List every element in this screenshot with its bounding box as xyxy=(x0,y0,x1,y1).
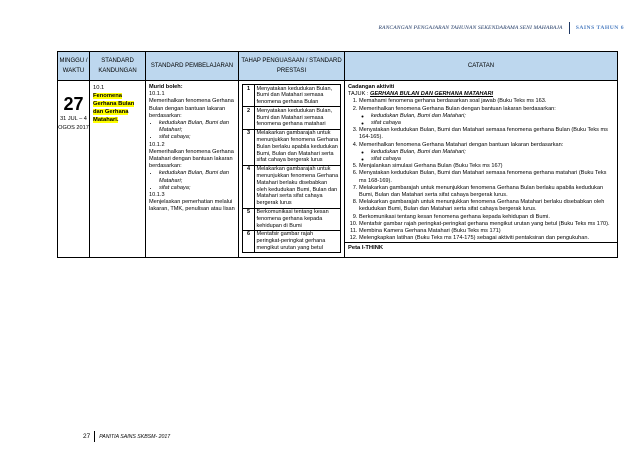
list-item: 5. Menjalankan simulasi Gerhana Bulan (Buku Teks ms 167) xyxy=(359,163,614,170)
catatan-heading: Cadangan aktiviti xyxy=(348,84,395,90)
week-number: 27 xyxy=(63,94,84,114)
activity-bullets xyxy=(359,113,614,127)
page-footer xyxy=(83,431,170,442)
tp-level: 1 xyxy=(243,85,255,107)
tp-level: 3 xyxy=(243,129,255,165)
list-item xyxy=(359,106,614,128)
header-minggu: MINGGU / WAKTU xyxy=(58,52,90,81)
tp-level: 6 xyxy=(243,230,255,252)
page-number: 27 xyxy=(83,433,91,440)
sk-title: Fenomena Gerhana Bulan dan Gerhana Matahari. xyxy=(93,93,135,123)
list-item: 10. Mentafsir gambar rajah peringkat-peringkat gerhana mengikut urutan yang betul (Buku Teks ms 170). xyxy=(359,221,614,228)
footer-text: PANITIA SAINS SKBSM- 2017 xyxy=(99,433,171,440)
activity-bullet: ◦ kedudukan Bulan, Bumi dan Matahari; xyxy=(371,149,614,156)
tp-level: 2 xyxy=(243,107,255,129)
sp-code: 10.1.1 xyxy=(149,91,165,98)
tajuk-title: GERHANA BULAN DAN GERHANA MATAHARI xyxy=(369,91,494,98)
list-item: 7. Melakarkan gambarajah untuk menunjukkan fenomena Gerhana Bulan berlaku apabila kedudukan Bumi, Bulan dan Matahari serta sifat cahaya bergerak lurus. xyxy=(359,185,614,199)
activity-bullets xyxy=(359,149,614,163)
activity-bullet: ◦ sifat cahaya xyxy=(371,120,614,127)
tp-row xyxy=(243,230,341,252)
tp-row xyxy=(243,129,341,165)
tp-text: Menyatakan kedudukan Bulan, Bumi dan Matahari semasa fenomena gerhana matahari xyxy=(255,107,341,129)
sk-code: 10.1 xyxy=(93,85,105,91)
tahap-penguasaan-cell xyxy=(239,81,345,258)
header-standard-kandungan: STANDARD KANDUNGAN xyxy=(90,52,146,81)
tp-text: Berkomunikasi tentang kesan fenomena gerhana kepada kehidupan di Bumi xyxy=(255,208,341,230)
tp-text: Melakarkan gambarajah untuk menunjukkan fenomena Gerhana Matahari berlaku disebabkan oleh kedudukan Bumi, Bulan dan Matahari serta sifat cahaya bergerak lurus xyxy=(255,165,341,208)
header-standard-pembelajaran: STANDARD PEMBELAJARAN xyxy=(146,52,239,81)
header-divider xyxy=(569,22,570,34)
sp-bullet: • sifat cahaya; xyxy=(159,185,236,192)
header-tahap-penguasaan: TAHAP PENGUASAAN / STANDARD PRESTASI xyxy=(239,52,345,81)
tp-text: Menyatakan kedudukan Bulan, Bumi dan Matahari semasa fenomena gerhana Bulan xyxy=(255,85,341,107)
tp-row xyxy=(243,208,341,230)
activity-bullet: ◦ kedudukan Bulan, Bumi dan Matahari; xyxy=(371,113,614,120)
sp-code: 10.1.3 xyxy=(149,192,165,199)
sp-text: Memerihalkan fenomena Gerhana Bulan dengan bantuan lakaran berdasarkan: xyxy=(149,98,234,119)
tajuk-label: TAJUK : xyxy=(348,91,369,98)
tp-row xyxy=(243,165,341,208)
activity-list xyxy=(348,98,614,242)
sp-text: Memerihalkan fenomena Gerhana Matahari dengan bantuan lakaran berdasarkan: xyxy=(149,148,234,170)
list-item: 3. Menyatakan kedudukan Bulan, Bumi dan Matahari semasa fenomena gerhana Bulan (Buku Teks ms 164-165). xyxy=(359,127,614,141)
table-row xyxy=(58,81,618,243)
sp-bullet: • kedudukan Bulan, Bumi dan Matahari; xyxy=(159,120,236,134)
list-item xyxy=(359,142,614,164)
catatan-cell xyxy=(345,81,618,243)
peta-ithink: Peta I-THINK xyxy=(345,243,618,258)
sp-bullets xyxy=(149,120,236,142)
sp-bullets xyxy=(149,170,236,192)
tp-level: 5 xyxy=(243,208,255,230)
sp-bullet: • kedudukan Bulan, Bumi dan Matahari; xyxy=(159,170,236,184)
list-item: 6. Menyatakan kedudukan Bulan, Bumi dan Matahari semasa fenomena gerhana matahari (Buku Teks ms 168-169). xyxy=(359,170,614,184)
header-catatan: CATATAN xyxy=(345,52,618,81)
week-cell xyxy=(58,81,90,258)
standard-pembelajaran-cell xyxy=(146,81,239,258)
page-header xyxy=(379,22,624,34)
list-item: 9. Berkomunikasi tentang kesan fenomena gerhana kepada kehidupan di Bumi. xyxy=(359,214,614,221)
tp-row xyxy=(243,85,341,107)
standard-kandungan-cell xyxy=(90,81,146,258)
tp-table xyxy=(242,84,341,253)
tp-text: Mentafsir gambar rajah peringkat-peringkat gerhana mengikut urutan yang betul xyxy=(255,230,341,252)
list-item: 1. Memahami fenomena gerhana berdasarkan soal jawab (Buku Teks ms 163. xyxy=(359,98,614,105)
activity-text: Memerihalkan fenomena Gerhana Matahari dengan bantuan lakaran berdasarkan: xyxy=(359,141,564,148)
activity-bullet: ◦ sifat cahaya xyxy=(371,156,614,163)
list-item: 11. Membina Kamera Gerhana Matahari (Buku Teks ms 171) xyxy=(359,228,614,235)
subject-label: SAINS TAHUN 6 xyxy=(575,25,624,31)
tajuk-line xyxy=(348,91,614,98)
sp-code: 10.1.2 xyxy=(149,141,165,148)
list-item: 8. Melakarkan gambarajah untuk menunjukkan fenomena Gerhana Matahari berlaku disebabkan oleh kedudukan Bumi, Bulan dan Matahari serta sifat cahaya bergerak lurus. xyxy=(359,199,614,213)
tp-text: Melakarkan gambarajah untuk menunjukkan fenomena Gerhana Bulan berlaku apabila kedudukan Bumi, Bulan dan Matahari serta sifat cahaya bergerak lurus xyxy=(255,129,341,165)
week-date: 31 JUL – 4 OGOS 2017 xyxy=(58,116,89,131)
tp-row xyxy=(243,107,341,129)
sp-heading: Murid boleh: xyxy=(149,84,183,90)
lesson-plan-table xyxy=(57,51,618,258)
table-header-row xyxy=(58,52,618,81)
sp-text: Menjelaskan pemerhatian melalui lakaran, TMK, penulisan atau lisan xyxy=(149,199,235,213)
tp-level: 4 xyxy=(243,165,255,208)
activity-text: Memerihalkan fenomena Gerhana Bulan dengan bantuan lakaran berdasarkan: xyxy=(359,105,556,112)
document-title: RANCANGAN PENGAJARAN TAHUNAN SEKENDARAMA SENI MAHABAJA xyxy=(378,25,563,31)
footer-divider xyxy=(94,431,95,442)
list-item: 12. Melengkapkan latihan (Buku Teks ms 174-175) sebagai aktiviti pentaksiran dan pengukuhan. xyxy=(359,235,614,242)
sp-bullet: • sifat cahaya; xyxy=(159,134,236,141)
